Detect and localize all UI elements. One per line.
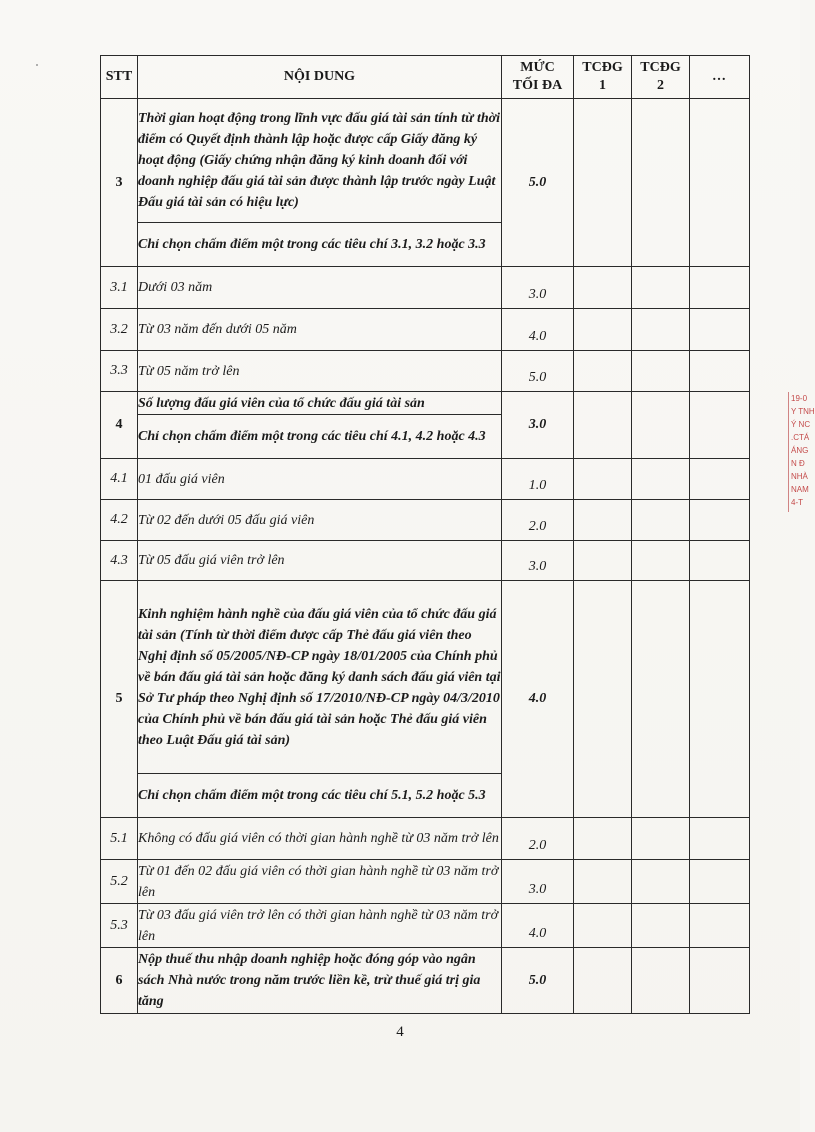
row-selection-note: Chỉ chọn chấm điểm một trong các tiêu chí 5.1, 5.2 hoặc 5.3: [138, 774, 502, 818]
row-stt: 5.2: [101, 860, 138, 904]
row-selection-note: Chỉ chọn chấm điểm một trong các tiêu chí 4.1, 4.2 hoặc 4.3: [138, 415, 502, 459]
row-content: Từ 01 đến 02 đấu giá viên có thời gian hành nghề từ 03 năm trở lên: [138, 860, 502, 904]
row-content: Từ 05 năm trở lên: [138, 351, 502, 392]
table-row: [101, 581, 750, 774]
header-tcdg2-line1: TCĐG: [640, 60, 681, 75]
score-cell-tcdg1: [574, 948, 632, 1014]
row-max-score: 5.0: [502, 99, 574, 267]
page-number: 4: [396, 1024, 404, 1040]
table-row: [101, 351, 750, 392]
row-max-score: 2.0: [502, 500, 574, 541]
row-stt: 4.3: [101, 541, 138, 581]
row-stt: 6: [101, 948, 138, 1014]
score-cell-more: [690, 948, 750, 1014]
row-max-score: 5.0: [502, 948, 574, 1014]
header-tcdg1-line1: TCĐG: [582, 60, 623, 75]
stamp-text: Ý NC: [791, 420, 811, 429]
row-content: Không có đấu giá viên có thời gian hành nghề từ 03 năm trở lên: [138, 818, 502, 860]
row-max-score: 4.0: [502, 581, 574, 818]
header-muc-line1: MỨC: [520, 60, 555, 75]
stamp-text: 4-T: [791, 498, 803, 507]
row-stt: 3.1: [101, 267, 138, 309]
score-cell-more: [690, 581, 750, 818]
table-row: [101, 392, 750, 415]
score-cell-tcdg1: [574, 351, 632, 392]
row-stt: 3.2: [101, 309, 138, 351]
row-content: Nộp thuế thu nhập doanh nghiệp hoặc đóng góp vào ngân sách Nhà nước trong năm trước liền kề, trừ thuế giá trị gia tăng: [138, 948, 502, 1014]
score-cell-tcdg1: [574, 459, 632, 500]
row-stt: 4.1: [101, 459, 138, 500]
header-tcdg2-line2: 2: [657, 78, 664, 93]
table-row: [101, 500, 750, 541]
score-cell-more: [690, 860, 750, 904]
score-cell-tcdg1: [574, 309, 632, 351]
stamp-text: N Đ: [791, 459, 805, 468]
row-content: Từ 03 đấu giá viên trở lên có thời gian hành nghề từ 03 năm trở lên: [138, 904, 502, 948]
score-cell-more: [690, 99, 750, 267]
score-cell-tcdg1: [574, 267, 632, 309]
header-tcdg-2: [632, 56, 690, 99]
score-cell-more: [690, 267, 750, 309]
score-cell-tcdg2: [632, 818, 690, 860]
score-cell-tcdg2: [632, 309, 690, 351]
row-content: 01 đấu giá viên: [138, 459, 502, 500]
row-stt: 3.3: [101, 351, 138, 392]
score-cell-tcdg1: [574, 500, 632, 541]
table-row: [101, 459, 750, 500]
row-stt: 5.3: [101, 904, 138, 948]
header-stt: STT: [101, 56, 138, 99]
row-max-score: 1.0: [502, 459, 574, 500]
row-stt: 3: [101, 99, 138, 267]
header-ellipsis: …: [712, 69, 727, 84]
row-stt: 5: [101, 581, 138, 818]
table-row: [101, 541, 750, 581]
stamp-text: Y TNH: [791, 407, 815, 416]
score-cell-tcdg1: [574, 392, 632, 459]
row-content: Dưới 03 năm: [138, 267, 502, 309]
evaluation-criteria-table: [100, 55, 750, 1014]
score-cell-tcdg2: [632, 99, 690, 267]
score-cell-tcdg2: [632, 500, 690, 541]
stamp-text: NHÀ: [791, 472, 808, 481]
score-cell-tcdg1: [574, 818, 632, 860]
score-cell-tcdg2: [632, 904, 690, 948]
score-cell-tcdg2: [632, 860, 690, 904]
table-row: [101, 99, 750, 223]
scan-speck: [36, 64, 38, 66]
score-cell-tcdg2: [632, 581, 690, 818]
score-cell-more: [690, 459, 750, 500]
row-content: Từ 05 đấu giá viên trở lên: [138, 541, 502, 581]
score-cell-tcdg2: [632, 392, 690, 459]
header-muc-line2: TỐI ĐA: [512, 78, 563, 93]
table-row: [101, 267, 750, 309]
score-cell-tcdg2: [632, 948, 690, 1014]
header-noi-dung: NỘI DUNG: [138, 56, 502, 99]
header-muc-toi-da: [502, 56, 574, 99]
row-max-score: 5.0: [502, 351, 574, 392]
score-cell-more: [690, 818, 750, 860]
score-cell-tcdg1: [574, 581, 632, 818]
score-cell-tcdg1: [574, 904, 632, 948]
table-row: [101, 309, 750, 351]
red-seal-fragment: [788, 392, 815, 512]
score-cell-more: [690, 351, 750, 392]
row-content: Thời gian hoạt động trong lĩnh vực đấu giá tài sản tính từ thời điểm có Quyết định thành lập hoặc được cấp Giấy đăng ký hoạt động (Giấy chứng nhận đăng ký kinh doanh đối với doanh nghiệp đấu giá tài sản được thành lập trước ngày Luật Đấu giá tài sản có hiệu lực): [138, 99, 502, 223]
row-max-score: 3.0: [502, 541, 574, 581]
table-row: [101, 860, 750, 904]
score-cell-tcdg1: [574, 99, 632, 267]
row-max-score: 4.0: [502, 904, 574, 948]
score-cell-more: [690, 904, 750, 948]
row-max-score: 3.0: [502, 267, 574, 309]
stamp-text: NAM: [791, 485, 809, 494]
row-stt: 4: [101, 392, 138, 459]
row-stt: 4.2: [101, 500, 138, 541]
score-cell-more: [690, 541, 750, 581]
score-cell-tcdg1: [574, 541, 632, 581]
row-content: Kinh nghiệm hành nghề của đấu giá viên của tổ chức đấu giá tài sản (Tính từ thời điểm được cấp Thẻ đấu giá viên theo Nghị định số 05/2005/NĐ-CP ngày 18/01/2005 của Chính phủ về bán đấu giá tài sản hoặc đăng ký danh sách đấu giá viên tại Sở Tư pháp theo Nghị định số 17/2010/NĐ-CP ngày 04/3/2010 của Chính phủ về bán đấu giá tài sản hoặc Thẻ đấu giá viên theo Luật Đấu giá tài sản): [138, 581, 502, 774]
stamp-text: 19-0: [791, 394, 808, 403]
row-stt: 5.1: [101, 818, 138, 860]
table-row: [101, 818, 750, 860]
row-max-score: 2.0: [502, 818, 574, 860]
row-content: Số lượng đấu giá viên của tổ chức đấu giá tài sản: [138, 392, 502, 415]
score-cell-more: [690, 309, 750, 351]
stamp-text: ÁNG: [791, 446, 809, 455]
row-content: Từ 02 đến dưới 05 đấu giá viên: [138, 500, 502, 541]
score-cell-more: [690, 500, 750, 541]
header-more: [690, 56, 750, 99]
stamp-text: .CTÁ: [791, 433, 810, 442]
row-selection-note: Chỉ chọn chấm điểm một trong các tiêu chí 3.1, 3.2 hoặc 3.3: [138, 223, 502, 267]
score-cell-tcdg2: [632, 459, 690, 500]
score-cell-tcdg2: [632, 267, 690, 309]
row-max-score: 4.0: [502, 309, 574, 351]
score-cell-tcdg2: [632, 541, 690, 581]
table-row: [101, 948, 750, 1014]
row-content: Từ 03 năm đến dưới 05 năm: [138, 309, 502, 351]
row-max-score: 3.0: [502, 392, 574, 459]
score-cell-more: [690, 392, 750, 459]
score-cell-tcdg1: [574, 860, 632, 904]
header-tcdg-1: [574, 56, 632, 99]
table-header-row: [101, 56, 750, 99]
score-cell-tcdg2: [632, 351, 690, 392]
header-tcdg1-line2: 1: [599, 78, 606, 93]
row-max-score: 3.0: [502, 860, 574, 904]
table-row: [101, 904, 750, 948]
